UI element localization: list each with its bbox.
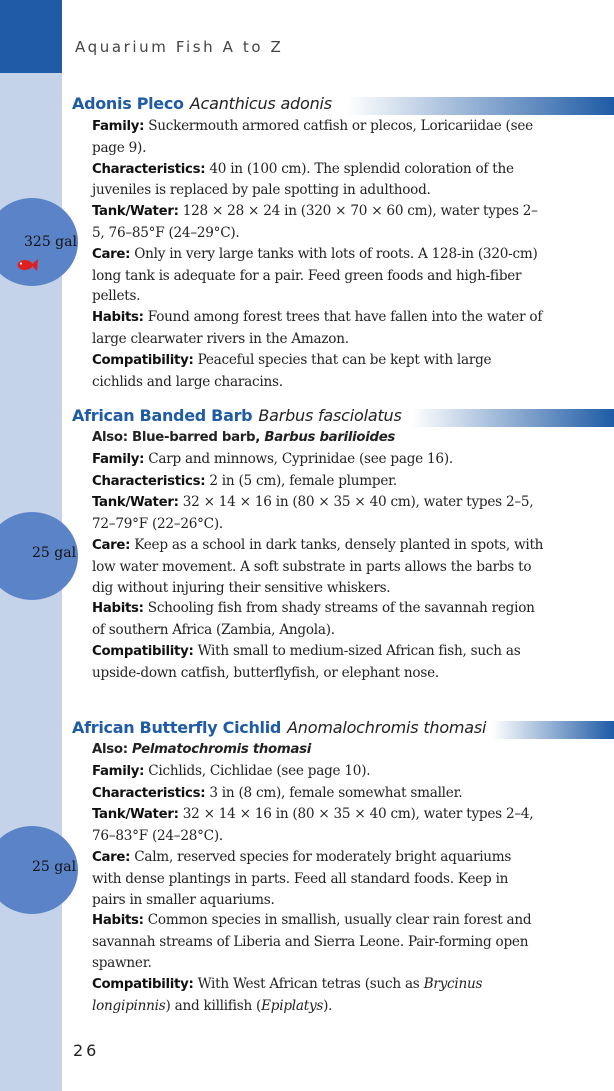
tank-size-label: 25 gal [32, 859, 77, 875]
field-characteristics: Characteristics: 40 in (100 cm). The splendid coloration of the juveniles is replaced by pale spotting in adulthood. [92, 160, 514, 199]
common-name: Adonis Pleco [72, 94, 184, 113]
also-known-as: Also: Pelmatochromis thomasi [92, 742, 311, 757]
species-title [72, 405, 402, 427]
species-entry-body [92, 116, 544, 392]
field-care: Care: Keep as a school in dark tanks, densely planted in spots, with low water movement. A soft substrate in parts allows the barbs to dig without injuring their sensitive whiskers. [92, 536, 544, 596]
latin-name: Barbus fasciolatus [258, 406, 402, 425]
tank-size-label: 325 gal [24, 234, 77, 250]
field-compatibility: Compatibility: Peaceful species that can be kept with large cichlids and large characins. [92, 351, 492, 390]
field-tank-water: Tank/Water: 128 × 28 × 24 in (320 × 70 × 60 cm), water types 2–5, 76–85°F (24–29°C). [92, 203, 538, 241]
field-habits: Habits: Schooling fish from shady streams of the savannah region of southern Africa (Zambia, Angola). [92, 600, 535, 639]
field-family: Family: Carp and minnows, Cyprinidae (see page 16). [92, 450, 453, 467]
title-bar-gradient [347, 97, 614, 115]
common-name: African Banded Barb [72, 406, 253, 425]
tank-size-badge [0, 826, 78, 914]
tank-size-badge [0, 198, 78, 286]
field-tank-water: Tank/Water: 32 × 14 × 16 in (80 × 35 × 40 cm), water types 2–5, 72–79°F (22–26°C). [92, 494, 534, 533]
species-title [72, 717, 486, 739]
common-name: African Butterfly Cichlid [72, 718, 282, 737]
red-fish-icon [16, 258, 38, 272]
field-compatibility: Compatibility: With West African tetras (such as Brycinus longipinnis) and killifish (Epiplatys). [92, 975, 483, 1014]
field-habits: Habits: Common species in smallish, usually clear rain forest and savannah streams of Liberia and Sierra Leone. Pair-forming open spawner. [92, 912, 532, 971]
species-entry-body [92, 428, 544, 684]
species-title-bar [72, 717, 614, 739]
running-header: Aquarium Fish A to Z [75, 38, 284, 56]
species-entry-body [92, 740, 544, 1016]
field-characteristics: Characteristics: 2 in (5 cm), female plumper. [92, 472, 397, 489]
species-title-bar [72, 93, 614, 115]
field-care: Care: Only in very large tanks with lots of roots. A 128-in (320-cm) long tank is adequate for a pair. Feed green foods and high-fiber pellets. [92, 245, 538, 305]
title-bar-gradient [412, 409, 614, 427]
field-family: Family: Suckermouth armored catfish or plecos, Loricariidae (see page 9). [92, 118, 533, 156]
field-tank-water: Tank/Water: 32 × 14 × 16 in (80 × 35 × 40 cm), water types 2–4, 76–83°F (24–28°C). [92, 806, 534, 845]
field-family: Family: Cichlids, Cichlidae (see page 10). [92, 762, 371, 779]
title-bar-gradient [492, 721, 614, 739]
also-known-as: Also: Blue-barred barb, Barbus barilioides [92, 430, 396, 445]
tank-size-label: 25 gal [32, 545, 77, 561]
species-title [72, 93, 332, 115]
field-habits: Habits: Found among forest trees that have fallen into the water of large clearwater rivers in the Amazon. [92, 309, 543, 347]
latin-name: Acanthicus adonis [189, 94, 332, 113]
field-characteristics: Characteristics: 3 in (8 cm), female somewhat smaller. [92, 784, 463, 801]
field-compatibility: Compatibility: With small to medium-sized African fish, such as upside-down catfish, butterflyfish, or elephant nose. [92, 642, 521, 681]
page-number: 26 [73, 1041, 100, 1060]
field-care: Care: Calm, reserved species for moderately bright aquariums with dense plantings in parts. Feed all standard foods. Keep in pairs in smaller aquariums. [92, 848, 512, 908]
tank-size-badge [0, 512, 78, 600]
species-title-bar [72, 405, 614, 427]
latin-name: Anomalochromis thomasi [287, 718, 487, 737]
corner-color-block [0, 0, 62, 73]
